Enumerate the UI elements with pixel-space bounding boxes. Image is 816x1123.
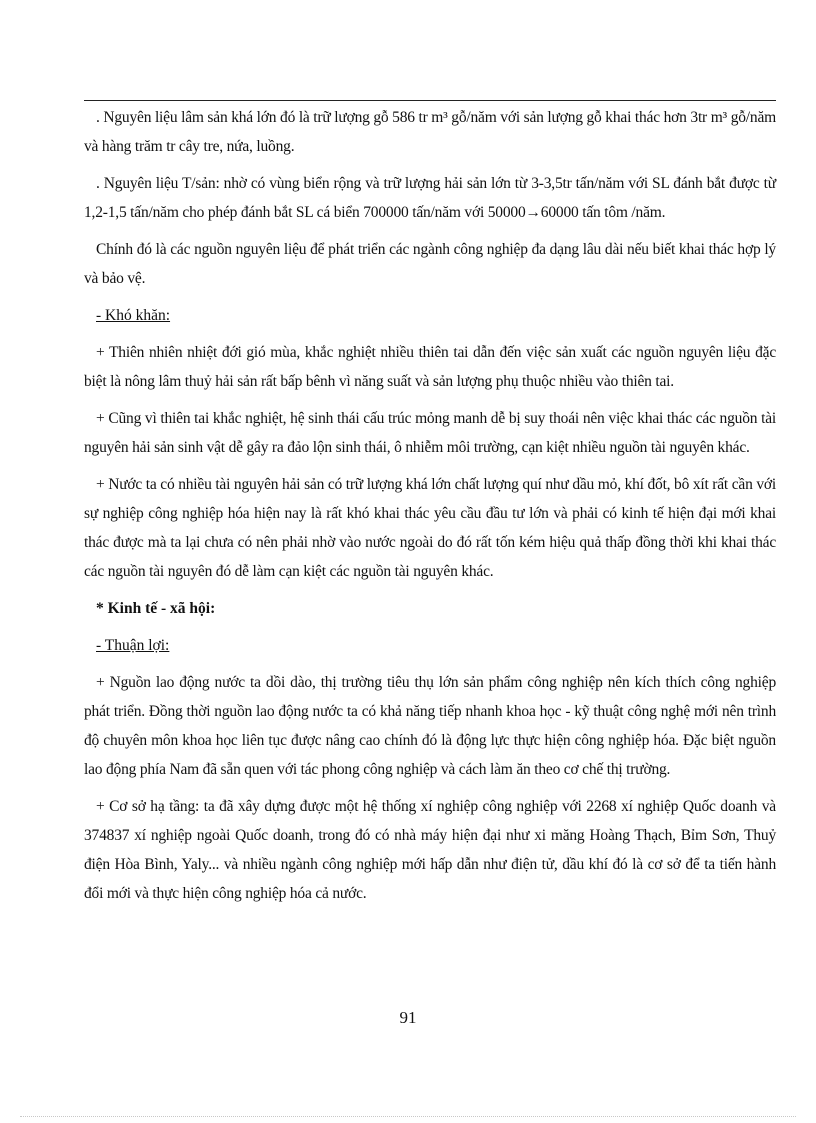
paragraph-infrastructure: + Cơ sở hạ tầng: ta đã xây dựng được một hệ thống xí nghiệp công nghiệp với 2268 xí nghiệp Quốc doanh và 374837 xí nghiệp ngoài Quốc doanh, trong đó có nhà máy hiện đại như xi măng Hoàng Thạch, Bỉm Sơn, Thuỷ điện Hòa Bình, Yaly... và nhiều ngành công nghiệp mới hấp dẫn như điện tử, dầu khí đó là cơ sở để ta tiến hành đổi mới và thực hiện công nghiệp hóa cả nước. <box>84 798 776 902</box>
page-body <box>84 103 776 916</box>
heading-difficulties-text: - Khó khăn: <box>96 307 171 324</box>
paragraph-labor: + Nguồn lao động nước ta dồi dào, thị trường tiêu thụ lớn sản phẩm công nghiệp nên kích thích công nghiệp phát triển. Đồng thời nguồn lao động nước ta có khả năng tiếp nhanh khoa học - kỹ thuật công nghệ mới nên trình độ chuyên môn khoa học liên tục được nâng cao chính đó là động lực thực hiện công nghiệp hóa. Đặc biệt nguồn lao động phía Nam đã sẵn quen với tác phong công nghiệp và cách làm ăn theo cơ chế thị trường. <box>84 674 776 778</box>
heading-difficulties <box>84 301 776 330</box>
heading-economy-society: * Kinh tế - xã hội: <box>96 600 216 617</box>
page-number: 91 <box>399 1008 417 1027</box>
heading-advantages-text: - Thuận lợi: <box>96 637 170 654</box>
paragraph-ecosystem: + Cũng vì thiên tai khắc nghiệt, hệ sinh thái cấu trúc mỏng manh dễ bị suy thoái nên việc khai thác các nguồn tài nguyên hải sản sinh vật dễ gây ra đảo lộn sinh thái, ô nhiễm môi trường, cạn kiệt nhiều nguồn tài nguyên khác. <box>84 410 776 456</box>
paragraph-seafood-resources: . Nguyên liệu T/sản: nhờ có vùng biển rộng và trữ lượng hải sản lớn từ 3-3,5tr tấn/năm với SL đánh bắt được từ 1,2-1,5 tấn/năm cho phép đánh bắt SL cá biển 700000 tấn/năm với 50000→60000 tấn tôm /năm. <box>84 175 776 221</box>
top-rule <box>84 100 776 101</box>
bottom-dotted-rule <box>20 1116 796 1117</box>
paragraph-mineral-resources: + Nước ta có nhiều tài nguyên hải sản có trữ lượng khá lớn chất lượng quí như dầu mỏ, khí đốt, bô xít rất cần với sự nghiệp công nghiệp hóa hiện nay là rất khó khai thác yêu cầu đầu tư lớn và phải có kinh tế hiện đại mới khai thác được mà ta lại chưa có nên phải nhờ vào nước ngoài do đó rất tốn kém hiệu quả thấp đồng thời khi khai thác các nguồn tài nguyên đó dễ làm cạn kiệt các nguồn tài nguyên khác. <box>84 476 776 580</box>
paragraph-resources-summary: Chính đó là các nguồn nguyên liệu để phát triển các ngành công nghiệp đa dạng lâu dài nếu biết khai thác hợp lý và bảo vệ. <box>84 241 776 287</box>
paragraph-forest-resources: . Nguyên liệu lâm sản khá lớn đó là trữ lượng gỗ 586 tr m³ gỗ/năm với sản lượng gỗ khai thác hơn 3tr m³ gỗ/năm và hàng trăm tr cây tre, nứa, luồng. <box>84 109 776 155</box>
paragraph-climate: + Thiên nhiên nhiệt đới gió mùa, khắc nghiệt nhiều thiên tai dẫn đến việc sản xuất các nguồn nguyên liệu đặc biệt là nông lâm thuỷ hải sản rất bấp bênh vì năng suất và sản lượng phụ thuộc nhiều vào thiên tai. <box>84 344 776 390</box>
heading-advantages <box>84 631 776 660</box>
